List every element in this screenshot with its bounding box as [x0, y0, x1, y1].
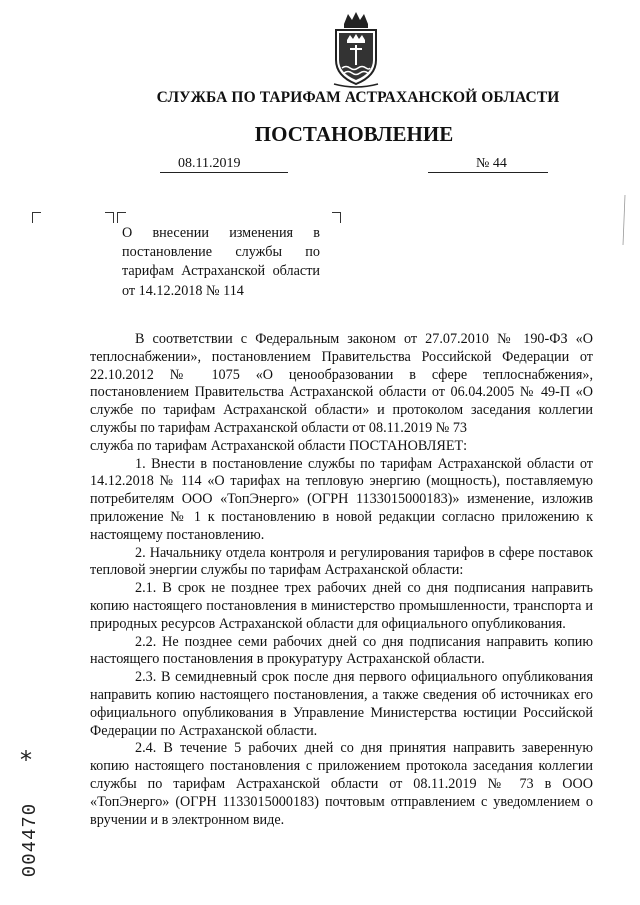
number-underline	[428, 172, 548, 173]
paragraph-item-2: 2. Начальнику отдела контроля и регулирования тарифов в сфере поставок тепловой энергии службы по тарифам Астраханской области:	[90, 544, 593, 579]
paragraph-item-2-2: 2.2. Не позднее семи рабочих дней со дня подписания направить копию настоящего постановления в прокуратуру Астраханской области.	[90, 633, 593, 668]
paragraph-item-1: 1. Внести в постановление службы по тарифам Астраханской области от 14.12.2018 № 114 «О тарифах на тепловую энергию (мощность), поставляемую потребителям ООО «ТопЭнерго» (ОГРН 1133015000183)» изменение, изложив приложение № 1 к постановлению в новой редакции согласно приложению к настоящему постановлению.	[90, 455, 593, 543]
document-body	[90, 331, 593, 829]
bracket-subject-left-inner	[117, 212, 126, 223]
paragraph-resolves: служба по тарифам Астраханской области ПОСТАНОВЛЯЕТ:	[90, 437, 468, 454]
paragraph-item-2-1: 2.1. В срок не позднее трех рабочих дней со дня подписания направить копию настоящего постановления в министерство промышленности, транспорта и природных ресурсов Астраханской области для официального опубликования.	[90, 580, 593, 632]
paragraph-item-2-4: 2.4. В течение 5 рабочих дней со дня принятия направить заверенную копию настоящего постановления с приложением протокола заседания коллегии службы по тарифам Астраханской области от 08.11.2019 № 73 в ООО «ТопЭнерго» (ОГРН 1133015000183) почтовым отправлением с уведомлением о вручении и в электронном виде.	[90, 740, 593, 828]
margin-star-symbol: *	[20, 746, 32, 774]
date-underline	[160, 172, 288, 173]
document-date: 08.11.2019	[178, 156, 241, 171]
agency-name: СЛУЖБА ПО ТАРИФАМ АСТРАХАНСКОЙ ОБЛАСТИ	[156, 89, 560, 106]
bracket-top-left	[32, 212, 41, 223]
document-type-heading: ПОСТАНОВЛЕНИЕ	[254, 122, 454, 146]
document-number: № 44	[476, 156, 507, 171]
document-subject: О внесении изменения в постановление службы по тарифам Астраханской области от 14.12.2018 № 114	[122, 225, 320, 299]
paragraph-preamble: В соответствии с Федеральным законом от 27.07.2010 № 190-ФЗ «О теплоснабжении», постановлением Правительства Российской Федерации от 22.10.2012 № 1075 «О ценообразовании в сфере теплоснабжения», постановлением Правительства Астраханской области от 06.04.2005 № 49-П «О службе по тарифам Астраханской области» и протоколом заседания коллегии службы по тарифам Астраханской области от 08.11.2019 № 73	[90, 331, 593, 436]
margin-serial-number: 004470	[19, 802, 41, 878]
bracket-subject-right	[332, 212, 341, 223]
paragraph-item-2-3: 2.3. В семидневный срок после дня первого официального опубликования направить копию настоящего постановления, а также сведения об источниках его официального опубликования в Управление Министерства юстиции Российской Федерации по Астраханской области.	[90, 669, 593, 739]
bracket-subject-left	[105, 212, 114, 223]
coat-of-arms-emblem	[326, 10, 386, 88]
margin-scan-mark	[622, 195, 626, 245]
margin-serial-stamp	[18, 790, 42, 890]
